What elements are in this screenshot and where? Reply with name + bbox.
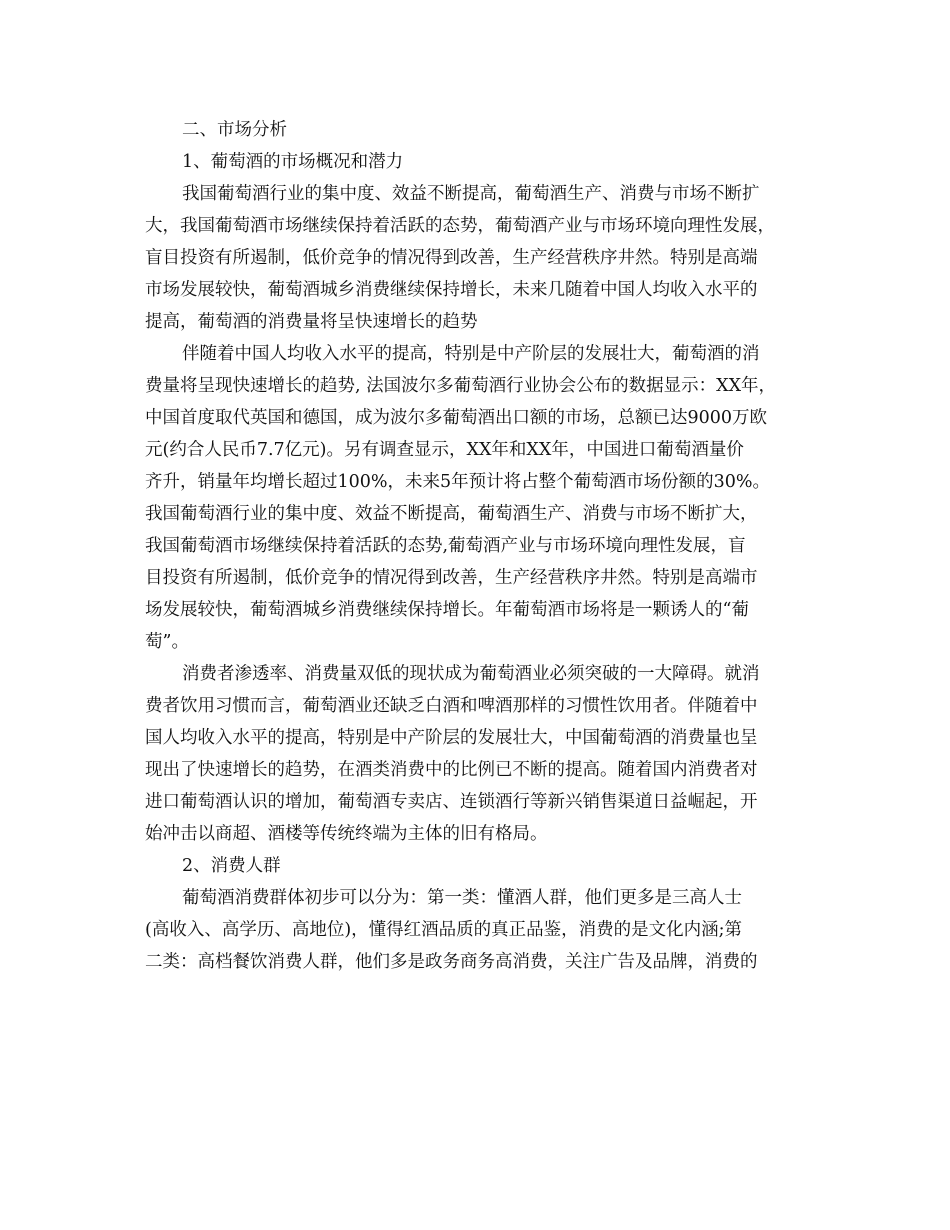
paragraph-line: 市场发展较快，葡萄酒城乡消费继续保持增长，未来几随着中国人均收入水平的 [145, 280, 758, 300]
paragraph-consumer-groups [145, 882, 805, 978]
paragraph-line: 伴随着中国人均收入水平的提高，特别是中产阶层的发展壮大，葡萄酒的消 [182, 344, 760, 364]
paragraph-line: 费量将呈现快速增长的趋势, 法国波尔多葡萄酒行业协会公布的数据显示：XX年， [145, 376, 777, 396]
subsection-heading-text: 2、消费人群 [182, 856, 281, 876]
paragraph-line: 我国葡萄酒市场继续保持着活跃的态势,葡萄酒产业与市场环境向理性发展，盲 [145, 536, 746, 556]
paragraph-line: 费者饮用习惯而言，葡萄酒业还缺乏白酒和啤酒那样的习惯性饮用者。伴随着中 [145, 696, 758, 716]
paragraph-line: 提高，葡萄酒的消费量将呈快速增长的趋势 [145, 312, 478, 332]
subsection-heading-text: 1、葡萄酒的市场概况和潜力 [182, 152, 404, 172]
paragraph-line: 始冲击以商超、酒楼等传统终端为主体的旧有格局。 [145, 824, 548, 844]
section-heading [145, 114, 805, 146]
paragraph-line: 中国首度取代英国和德国，成为波尔多葡萄酒出口额的市场，总额已达9000万欧 [145, 408, 768, 428]
paragraph-line: (高收入、高学历、高地位)，懂得红酒品质的真正品鉴，消费的是文化内涵;第 [145, 920, 743, 940]
paragraph-consumption-growth [145, 338, 805, 658]
paragraph-line: 我国葡萄酒行业的集中度、效益不断提高，葡萄酒生产、消费与市场不断扩大， [145, 504, 758, 524]
paragraph-line: 盲目投资有所遏制，低价竞争的情况得到改善，生产经营秩序井然。特别是高端 [145, 248, 758, 268]
document-body [145, 114, 805, 978]
section-heading-text: 二、市场分析 [182, 120, 287, 140]
paragraph-line: 场发展较快，葡萄酒城乡消费继续保持增长。年葡萄酒市场将是一颗诱人的“葡 [145, 600, 749, 620]
paragraph-line: 进口葡萄酒认识的增加，葡萄酒专卖店、连锁酒行等新兴销售渠道日益崛起，开 [145, 792, 758, 812]
paragraph-line: 国人均收入水平的提高，特别是中产阶层的发展壮大，中国葡萄酒的消费量也呈 [145, 728, 758, 748]
subsection-heading-market-overview [145, 146, 805, 178]
paragraph-line: 二类：高档餐饮消费人群，他们多是政务商务高消费，关注广告及品牌，消费的 [145, 952, 758, 972]
paragraph-consumer-penetration [145, 658, 805, 850]
paragraph-line: 现出了快速增长的趋势，在酒类消费中的比例已不断的提高。随着国内消费者对 [145, 760, 758, 780]
subsection-heading-consumers [145, 850, 805, 882]
paragraph-industry-overview [145, 178, 805, 338]
paragraph-line: 萄”。 [145, 632, 189, 652]
paragraph-line: 元(约合人民币7.7亿元)。另有调查显示，XX年和XX年，中国进口葡萄酒量价 [145, 440, 744, 460]
paragraph-line: 消费者渗透率、消费量双低的现状成为葡萄酒业必须突破的一大障碍。就消 [182, 664, 760, 684]
paragraph-line: 齐升，销量年均增长超过100%，未来5年预计将占整个葡萄酒市场份额的30%。 [145, 472, 771, 492]
paragraph-line: 目投资有所遏制，低价竞争的情况得到改善，生产经营秩序井然。特别是高端市 [145, 568, 758, 588]
paragraph-line: 葡萄酒消费群体初步可以分为：第一类：懂酒人群，他们更多是三高人士 [182, 888, 742, 908]
paragraph-line: 大，我国葡萄酒市场继续保持着活跃的态势，葡萄酒产业与市场环境向理性发展， [145, 216, 775, 236]
paragraph-line: 我国葡萄酒行业的集中度、效益不断提高，葡萄酒生产、消费与市场不断扩 [182, 184, 760, 204]
